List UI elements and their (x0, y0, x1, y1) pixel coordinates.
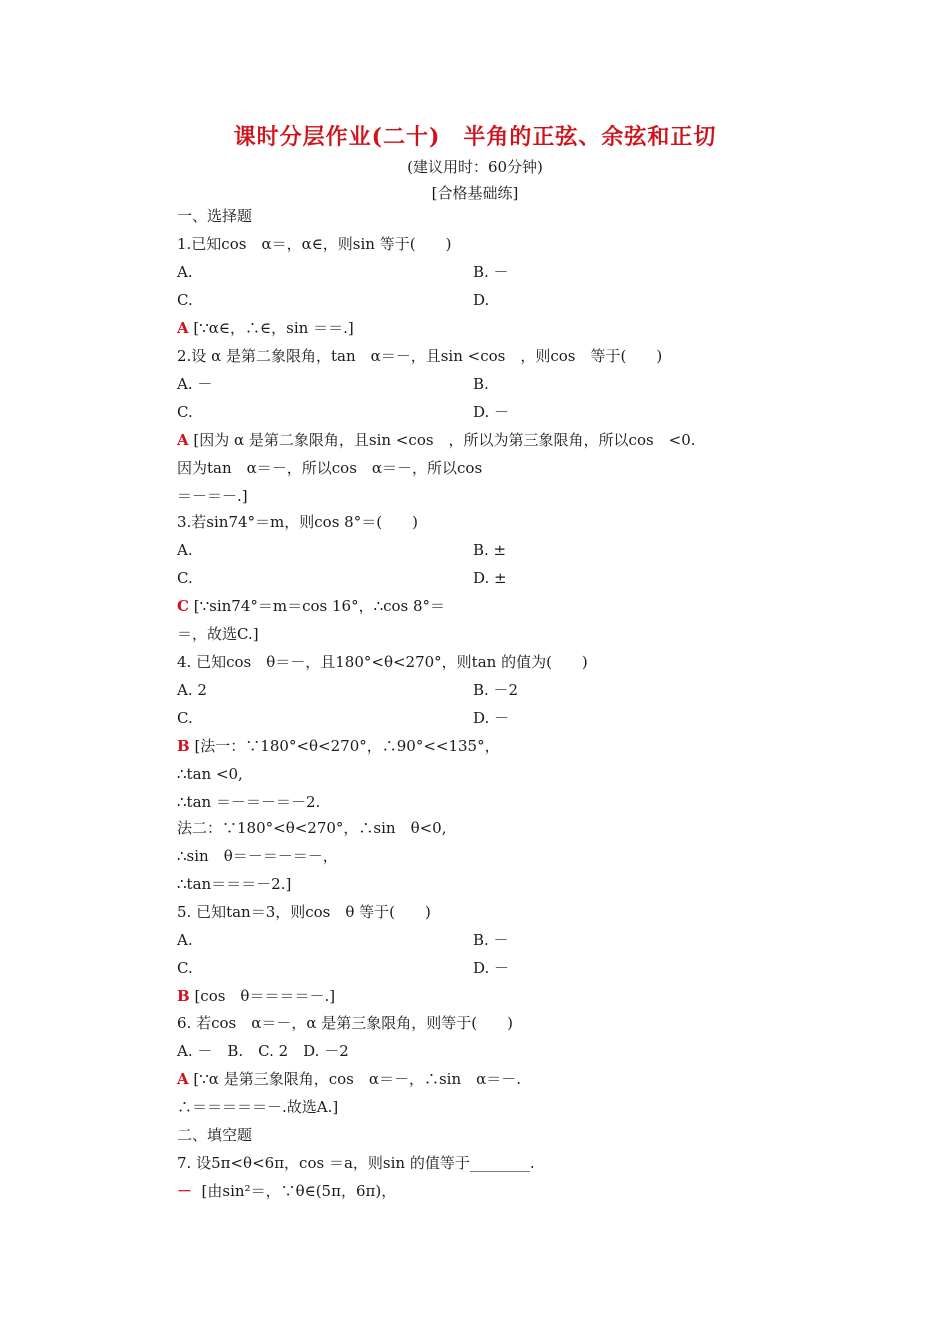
line-text: ∴sin θ＝－＝－＝－， (177, 847, 338, 865)
text-line (177, 262, 193, 282)
answer-letter: C (177, 597, 189, 615)
line-text: 二、填空题 (177, 1126, 253, 1144)
text-line (177, 458, 482, 478)
text-line (177, 346, 662, 366)
line-text: ＝，故选C.] (177, 625, 259, 643)
answer-letter: B (177, 737, 190, 755)
option-right: D. ± (473, 569, 507, 587)
line-text: C. (177, 403, 193, 421)
text-line (177, 846, 338, 866)
section-tag: [合格基础练] (431, 184, 519, 202)
line-text: 6. 若cos α＝－，α 是第三象限角，则等于( ) (177, 1014, 513, 1032)
text-line (177, 1097, 338, 1117)
line-text: C. (177, 291, 193, 309)
text-line (177, 792, 320, 812)
answer-letter: － (177, 1182, 193, 1200)
text-line (177, 540, 193, 560)
text-line (177, 596, 445, 616)
line-text: ＝－＝－.] (177, 487, 248, 505)
line-text: [∵α 是第三象限角，cos α＝－，∴sin α＝－. (188, 1070, 522, 1088)
text-line (177, 568, 193, 588)
option-right: D. (473, 291, 490, 309)
answer-letter: A (177, 1070, 189, 1088)
text-line (177, 430, 696, 450)
line-text: 因为tan α＝－，所以cos α＝－，所以cos (177, 459, 483, 477)
text-line (177, 818, 447, 838)
line-text: 法二：∵180°<θ<270°，∴sin θ<0, (177, 819, 447, 837)
line-text: ∴tan＝＝＝－2.] (177, 875, 292, 893)
text-line (177, 958, 193, 978)
line-text: [法一：∵180°<θ<270°，∴90°<<135°， (189, 737, 500, 755)
text-line (177, 1069, 521, 1089)
line-text: A. (177, 541, 193, 559)
text-line (177, 874, 291, 894)
text-line (177, 512, 418, 532)
text-line (177, 1041, 349, 1061)
line-text: C. (177, 709, 193, 727)
line-text: [由sin²＝，∵θ∈(5π，6π)， (192, 1182, 397, 1200)
line-text: A. (177, 263, 193, 281)
text-line (177, 1125, 252, 1145)
text-line (177, 374, 212, 394)
text-line (177, 290, 193, 310)
line-text: ∴＝＝＝＝＝－.故选A.] (177, 1098, 339, 1116)
page-title: 课时分层作业(二十) 半角的正弦、余弦和正切 (233, 124, 717, 150)
text-line (177, 652, 588, 672)
text-line (177, 930, 193, 950)
text-line (177, 234, 451, 254)
text-line (177, 486, 248, 506)
line-text: A. － (177, 375, 213, 393)
option-right: B. － (473, 931, 509, 949)
text-line (177, 402, 193, 422)
option-right: B. ± (473, 541, 507, 559)
answer-letter: A (177, 319, 189, 337)
option-right: D. － (473, 959, 510, 977)
text-line (177, 902, 431, 922)
line-text: 2.设 α 是第二象限角，tan α＝－，且sin <cos ，则cos 等于( ) (177, 347, 663, 365)
text-line (177, 1013, 513, 1033)
text-line (177, 986, 335, 1006)
text-line (177, 1181, 396, 1201)
line-text: A. (177, 931, 193, 949)
option-right: B. － (473, 263, 509, 281)
line-text: 一、选择题 (177, 207, 253, 225)
line-text: [∵sin74°＝m＝cos 16°，∴cos 8°＝ (188, 597, 446, 615)
text-line (177, 708, 193, 728)
text-line (177, 624, 259, 644)
line-text: A. 2 (177, 681, 207, 699)
line-text: 1.已知cos α＝，α∈，则sin 等于( ) (177, 235, 452, 253)
line-text: [cos θ＝＝＝＝－.] (189, 987, 336, 1005)
line-text: 7. 设5π<θ<6π，cos ＝a，则sin 的值等于________. (177, 1154, 535, 1172)
line-text: C. (177, 959, 193, 977)
text-line (177, 1153, 535, 1173)
time-hint: (建议用时：60分钟) (407, 158, 543, 176)
line-text: 3.若sin74°＝m，则cos 8°＝( ) (177, 513, 418, 531)
option-right: B. (473, 375, 489, 393)
line-text: ∴tan ＝－＝－＝－2. (177, 793, 321, 811)
text-line (177, 764, 243, 784)
line-text: ∴tan <0, (177, 765, 243, 783)
answer-letter: B (177, 987, 190, 1005)
line-text: 5. 已知tan＝3，则cos θ 等于( ) (177, 903, 431, 921)
text-line (177, 680, 207, 700)
line-text: C. (177, 569, 193, 587)
line-text: [∵α∈，∴∈，sin ＝＝.] (188, 319, 354, 337)
line-text: A. － B. C. 2 D. －2 (177, 1042, 349, 1060)
option-right: B. －2 (473, 681, 519, 699)
line-text: 4. 已知cos θ＝－，且180°<θ<270°，则tan 的值为( ) (177, 653, 588, 671)
option-right: D. － (473, 403, 510, 421)
text-line (177, 318, 354, 338)
text-line (177, 736, 500, 756)
text-line (177, 206, 252, 226)
option-right: D. － (473, 709, 510, 727)
answer-letter: A (177, 431, 189, 449)
line-text: [因为 α 是第二象限角，且sin <cos ，所以为第三象限角，所以cos <0. (188, 431, 696, 449)
